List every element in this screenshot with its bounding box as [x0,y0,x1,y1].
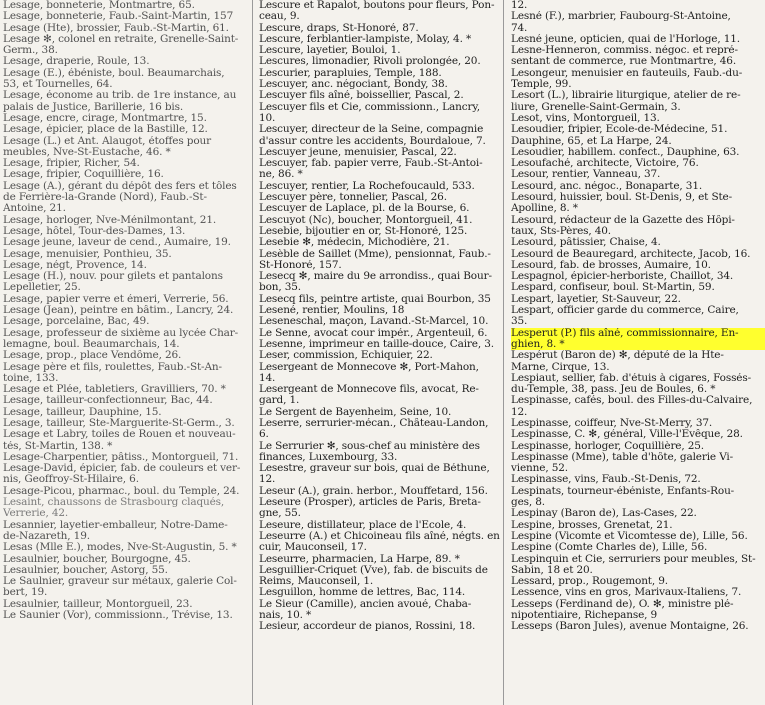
directory-entry-line: Lespart, officier garde du commerce, Caire, [511,305,739,317]
directory-entry-line: Lesenne, imprimeur en taille-douce, Caire, 3. [259,338,494,350]
directory-entry-line: Lesannier, layetier-emballeur, Notre-Dame- [3,519,228,531]
directory-entry-line: Lespinasse, vins, Faub.-St-Denis, 72. [511,474,701,486]
directory-entry-line: Lesage, bonneterie, Faub.-Saint-Martin, 157 [3,11,234,23]
directory-entry-line: bert, 19. [3,587,48,599]
directory-entry-line: Lesecq ✻, maire du 9e arrondiss., quai Bour- [259,271,492,283]
directory-entry-line: de-Nazareth, 19. [3,530,90,542]
directory-entry-line: Lesage (A.), gérant du dépôt des fers et tôles [3,180,237,192]
directory-entry-line: Lespinasse, cafés, boul. des Filles-du-Calvaire, [511,395,753,407]
directory-entry-line: Lespinats, tourneur-ébéniste, Enfants-Rou- [511,485,735,497]
directory-entry-line: Leseurre, pharmacien, La Harpe, 89. * [259,553,460,565]
directory-entry-line: Verrerie, 42. [3,508,69,520]
directory-entry-line: Lesourd de Beauregard, architecte, Jacob, 16. [511,248,751,260]
directory-entry-line: d'assur contre les accidents, Bourdaloue, 7. [259,135,486,147]
directory-entry-line: Lesage, hôtel, Tour-des-Dames, 13. [3,225,186,237]
directory-entry-line: Lesné (F.), marbrier, Faubourg-St-Antoine, [511,11,731,23]
directory-entry-line: tés, St-Martin, 138. * [3,440,113,452]
directory-entry-line: Lescuyer, directeur de la Seine, compagnie [259,124,484,136]
directory-entry-line: Lesestre, graveur sur bois, quai de Béthune, [259,463,490,475]
directory-entry-line: Lescure, draps, St-Honoré, 87. [259,22,419,34]
directory-entry-line: 53, et Tournelles, 64. [3,79,113,91]
directory-entry-line: sentant de commerce, rue Montmartre, 46. [511,56,737,68]
directory-entry-line: Lespinasse, C. ✻, général, Ville-l'Évêque, 28. [511,429,743,441]
directory-entry-line: Lesage, tailleur, Ste-Marguerite-St-Germ., 3. [3,417,235,429]
directory-entry-line: Lesourd, pâtissier, Chaise, 4. [511,237,661,249]
directory-entry-line: Le Sergent de Bayenheim, Seine, 10. [259,406,452,418]
directory-entry-line: Marne, Cirque, 13. [511,361,610,373]
directory-entry-line: Lesour, rentier, Vanneau, 37. [511,169,661,181]
directory-entry-line: Lesas (Mlle E.), modes, Nve-St-Augustin, 5. * [3,542,237,554]
directory-entry-line: Lescures, limonadier, Rivoli prolongée, 20. [259,56,481,68]
directory-entry-line: Lesné jeune, opticien, quai de l'Horloge, 11. [511,33,740,45]
directory-entry-line: Germ., 38. [3,45,58,57]
directory-entry-line: vienne, 52. [511,463,568,475]
directory-entry-line: Apolline, 8. * [511,203,578,215]
directory-entry-line: Lesage et Plée, tabletiers, Gravilliers, 70. * [3,384,226,396]
directory-entry-line: Sabin, 18 et 20. [511,564,593,576]
directory-entry-line: Lesage, draperie, Roule, 13. [3,56,150,68]
directory-entry-line: cuir, Mauconseil, 17. [259,542,367,554]
directory-entry-line: Lescuyer, fab. papier verre, Faub.-St-Antoi- [259,158,483,170]
directory-entry-line: taux, Sts-Pères, 40. [511,225,611,237]
directory-entry-line: Lesecq fils, peintre artiste, quai Bourbon, 35 [259,293,491,305]
directory-entry-line: Antoine, 21. [3,203,66,215]
directory-entry-line: 74. [511,22,528,34]
directory-entry-line: Temple, 99. [511,79,572,91]
directory-entry-line: Lescure, ferblantier-lampiste, Molay, 4. * [259,33,472,45]
directory-entry-line: Lescuyer fils aîné, boissellier, Pascal, 2. [259,90,464,102]
directory-entry-line: St-Honoré, 157. [259,259,342,271]
directory-entry-line: Lesage (H.), nouv. pour gilets et pantalons [3,271,223,283]
directory-entry-line: Le Saunier (Vor), commissionn., Trévise, 13. [3,610,233,622]
directory-entry-line: Lesage-David, épicier, fab. de couleurs et ver- [3,463,241,475]
directory-entry-line: Lepelletier, 25. [3,282,81,294]
directory-entry-line: Le Serrurier ✻, sous-chef au ministère des [259,440,480,452]
directory-entry-line: Le Senne, avocat cour impér., Argenteuil, 6. [259,327,488,339]
directory-entry-line: Lesage, porcelaine, Bac, 49. [3,316,150,328]
directory-entry-line: Lessard, prop., Rougemont, 9. [511,576,668,588]
directory-entry-line: Lesguillier-Criquet (Vve), fab. de biscuits de [259,564,488,576]
directory-entry-line: Lescurier, parapluies, Temple, 188. [259,67,442,79]
directory-entry-line: 12. [511,406,528,418]
directory-entry-line: Leserre, serrurier-mécan., Château-Landon, [259,417,489,429]
directory-entry-line: Lesage ✻, colonel en retraite, Grenelle-Saint- [3,33,239,45]
directory-entry-line: Lesoudier, fripier, Ecole-de-Médecine, 51. [511,124,728,136]
directory-entry-line: Lesage, négt, Provence, 14. [3,259,147,271]
directory-entry-line: Lesebie, bijoutier en or, St-Honoré, 125. [259,225,468,237]
directory-entry-line: Lesne-Henneron, commiss. négoc. et repré- [511,45,738,57]
directory-entry-line: Lescuyer père, tonnelier, Pascal, 26. [259,192,447,204]
directory-entry-line: Lesguillon, homme de lettres, Bac, 114. [259,587,466,599]
directory-column-2 [257,0,500,705]
directory-entry-line: Lescuyot (Nc), boucher, Montorgueil, 41. [259,214,473,226]
directory-entry-line: Lespard, confiseur, boul. St-Martin, 59. [511,282,715,294]
directory-entry-line: Lesoufaché, architecte, Victoire, 76. [511,158,699,170]
directory-entry-line: Lesaint, chaussons de Strasbourg claqués, [3,497,225,509]
directory-entry-line: Lesourd, anc. négoc., Bonaparte, 31. [511,180,703,192]
directory-entry-line: Lescuyer de Laplace, pl. de la Bourse, 6. [259,203,470,215]
directory-entry-line: Leser, commission, Echiquier, 22. [259,350,433,362]
directory-entry-line: Lesieur, accordeur de pianos, Rossini, 18. [259,621,476,633]
directory-entry-line: Lesot, vins, Montorgueil, 13. [511,112,660,124]
column-divider [252,0,253,705]
directory-entry-line: Lesage, tailleur, Dauphine, 15. [3,406,162,418]
directory-entry-line: Lesage (Jean), peintre en bâtim., Lancry, 24. [3,305,234,317]
directory-entry-line: meubles, Nve-St-Eustache, 46. * [3,146,171,158]
directory-entry-line: Lesage, prop., place Vendôme, 26. [3,350,182,362]
directory-entry-line: Lesaulnier, boucher, Astorg, 55. [3,564,168,576]
highlighted-entry-line: Lesperut (P.) fils aîné, commissionnaire, En- [511,328,765,339]
directory-entry-line: lemagne, boul. Beaumarchais, 14. [3,338,180,350]
directory-entry-line: Lesage, économe au trib. de 1re instance, au [3,90,237,102]
directory-entry-line: Lesergeant de Monnecove ✻, Port-Mahon, [259,361,479,373]
directory-entry-line: Dauphine, 65, et La Harpe, 24. [511,135,672,147]
directory-entry-line: Lesage, épicier, place de la Bastille, 12. [3,124,208,136]
directory-entry-line: Lesage, horloger, Nve-Ménilmontant, 21. [3,214,217,226]
directory-entry-line: Lesage (Hte), brossier, Faub.-St-Martin, 61. [3,22,229,34]
directory-entry-line: Lespinasse (Mme), table d'hôte, galerie Vi- [511,451,734,463]
directory-entry-line: Lesage, professeur de sixième au lycée Char- [3,327,239,339]
directory-entry-line: Lesourd, huissier, boul. St-Denis, 9, et Ste- [511,192,733,204]
directory-entry-line: Lessence, vins en gros, Marivaux-Italiens, 7. [511,587,742,599]
directory-entry-line: Lesage (L.) et Ant. Alaugot, étoffes pour [3,135,212,147]
directory-entry-line: finances, Luxembourg, 33. [259,451,398,463]
directory-entry-line: bon, 35. [259,282,301,294]
directory-entry-line: Lespiaut, sellier, fab. d'étuis à cigares, Fossés- [511,372,752,384]
directory-entry-line: nipotentiaire, Richepanse, 9 [511,610,658,622]
directory-entry-line: du-Temple, 38, pass. Jeu de Boules, 6. * [511,384,716,396]
directory-entry-line: Leseneschal, maçon, Lavand.-St-Marcel, 10. [259,316,489,328]
directory-entry-line: Leseure, distillateur, place de l'Ecole, 4. [259,519,467,531]
directory-entry-line: Lesourd, fab. de brosses, Aumaire, 10. [511,259,711,271]
directory-entry-line: Lesebie ✻, médecin, Michodière, 21. [259,237,450,249]
directory-entry-line: Lespinasse, horloger, Coquillière, 25. [511,440,704,452]
directory-entry-line: Lescuyer, rentier, La Rochefoucauld, 533. [259,180,475,192]
directory-entry-line: Leseurre (A.) et Chicoineau fils aîné, négts. en [259,530,500,542]
directory-entry-line: gard, 1. [259,395,300,407]
directory-entry-line: 10. [259,112,276,124]
highlighted-entry-line: ghien, 8. * [511,339,765,350]
directory-entry-line: Le Sieur (Camille), ancien avoué, Chaba- [259,598,472,610]
directory-entry-line: Lesongeur, menuisier en fauteuils, Faub.-du- [511,67,743,79]
directory-entry-line: Lesaulnier, tailleur, Montorgueil, 23. [3,598,193,610]
directory-entry-line: 12. [511,0,528,11]
directory-entry-line: 6. [259,429,269,441]
directory-column-3 [508,0,765,705]
directory-entry-line: Lescuyer, anc. négociant, Bondy, 38. [259,79,448,91]
directory-entry-line: Reims, Mauconseil, 1. [259,576,374,588]
directory-column-1 [0,0,249,705]
directory-entry-line: Leseure (Prosper), articles de Paris, Breta- [259,497,481,509]
directory-entry-line: Lesseps (Ferdinand de), O. ✻, ministre plé- [511,598,734,610]
directory-entry-line: Lescuyer fils et Cie, commissionn., Lancry, [259,101,480,113]
directory-entry-line: de Ferrière-la-Grande (Nord), Faub.-St- [3,192,207,204]
directory-entry-line: Lespérut (Baron de) ✻, député de la Hte- [511,350,724,362]
directory-entry-line: Lesourd, rédacteur de la Gazette des Hôpi- [511,214,735,226]
directory-entry-line: gne, 55. [259,508,301,520]
directory-entry-line: Leseur (A.), grain. herbor., Mouffetard, 156. [259,485,488,497]
directory-entry-line: ges, 8. [511,497,545,509]
directory-entry-line: Lesèble de Saillet (Mme), pensionnat, Faub.- [259,248,491,260]
directory-entry-line: Lesaulnier, boucher, Bourgogne, 45. [3,553,191,565]
directory-entry-line: Lespine, brosses, Grenetat, 21. [511,519,673,531]
directory-entry-line: Lesage (E.), ébéniste, boul. Beaumarchais, [3,67,225,79]
directory-entry-line: Lesergeant de Monnecove fils, avocat, Re- [259,384,479,396]
directory-entry-line: 35. [511,316,528,328]
directory-entry-line: Lespart, layetier, St-Sauveur, 22. [511,293,681,305]
directory-entry-line: Lesage, encre, cirage, Montmartre, 15. [3,112,207,124]
directory-entry-line: liure, Grenelle-Saint-Germain, 3. [511,101,681,113]
directory-entry-line: Lesage-Picou, pharmac., boul. du Temple, 24. [3,485,240,497]
directory-entry-line: Lesage, bonneterie, Montmartre, 65. [3,0,195,11]
directory-entry-line: Lespine (Comte Charles de), Lille, 56. [511,542,708,554]
directory-entry-line: Le Saulnier, graveur sur métaux, galerie Col- [3,576,237,588]
directory-entry-line: Lesage, papier verre et émeri, Verrerie, 56. [3,293,229,305]
directory-entry-line: 14. [259,372,276,384]
directory-entry-line: Lescure, layetier, Bouloi, 1. [259,45,401,57]
directory-entry-line: Lesage, fripier, Coquillière, 16. [3,169,164,181]
directory-entry-line: Lespinasse, coiffeur, Nve-St-Merry, 37. [511,417,713,429]
directory-entry-line: Lespinquin et Cie, serruriers pour meubles, St- [511,553,756,565]
directory-entry-line: palais de Justice, Barillerie, 16 bis. [3,101,184,113]
directory-entry-line: nais, 10. * [259,610,312,622]
directory-entry-line: Lespagnol, épicier-herboriste, Chaillot, 34. [511,271,734,283]
directory-entry-line: Lesené, rentier, Moulins, 18 [259,305,405,317]
directory-entry-line: toine, 133. [3,372,59,384]
directory-entry-line: Lesage, fripier, Richer, 54. [3,158,140,170]
directory-entry-line: nis, Geoffroy-St-Hilaire, 6. [3,474,139,486]
directory-entry-line: Lescuyer jeune, menuisier, Pascal, 22. [259,146,457,158]
directory-entry-line: Lesort (L.), librairie liturgique, atelier de re- [511,90,741,102]
directory-entry-line: Lescure et Rapalot, boutons pour fleurs, Pon- [259,0,495,11]
directory-entry-line: Lesseps (Baron Jules), avenue Montaigne, 26. [511,621,749,633]
directory-entry-line: Lesage et Labry, toiles de Rouen et nouveau- [3,429,236,441]
directory-entry-line: Lesage, menuisier, Ponthieu, 35. [3,248,172,260]
directory-entry-line: Lesage jeune, laveur de cend., Aumaire, 19. [3,237,231,249]
directory-entry-line: 12. [259,474,276,486]
directory-entry-line: Lesoudier, habillem. confect., Dauphine, 63. [511,146,740,158]
directory-entry-line: ceau, 9. [259,11,300,23]
directory-entry-line: Lesage père et fils, roulettes, Faub.-St-An- [3,361,222,373]
directory-entry-line: Lesage-Charpentier, pâtiss., Montorgueil, 71. [3,451,239,463]
directory-entry-line: ne, 86. * [259,169,303,181]
directory-entry-line: Lesage, tailleur-confectionneur, Bac, 44. [3,395,213,407]
directory-entry-line: Lespinay (Baron de), Las-Cases, 22. [511,508,697,520]
directory-entry-line: Lespine (Vicomte et Vicomtesse de), Lille, 56. [511,530,748,542]
column-divider [503,0,504,705]
